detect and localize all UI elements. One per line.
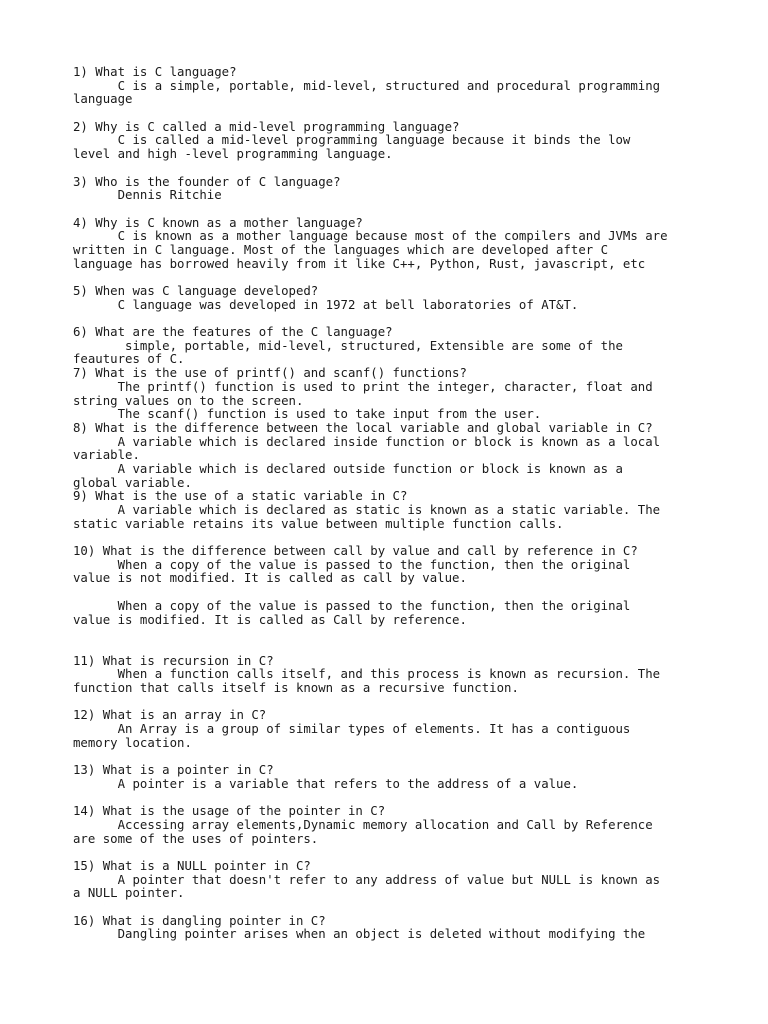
question-heading: 7) What is the use of printf() and scanf() functions? [73, 366, 467, 381]
answer-text: language [73, 92, 133, 107]
answer-text: variable. [73, 448, 140, 463]
answer-text: function that calls itself is known as a recursive function. [73, 680, 519, 695]
answer-text: An Array is a group of similar types of elements. It has a contiguous [73, 722, 631, 736]
answer-text: When a function calls itself, and this process is known as recursion. The [73, 667, 661, 682]
answer-text: Accessing array elements,Dynamic memory allocation and Call by Reference [73, 817, 653, 832]
question-heading: 16) What is dangling pointer in C? [73, 913, 326, 928]
answer-text: C is called a mid-level programming language because it binds the low [73, 133, 631, 148]
answer-text: The printf() function is used to print the integer, character, float and [73, 379, 653, 394]
answer-text: When a copy of the value is passed to the function, then the original [73, 557, 631, 572]
blank-line [73, 107, 733, 121]
question-heading: 2) Why is C called a mid-level programming language? [73, 119, 460, 134]
answer-text: A variable which is declared outside function or block is known as a [73, 461, 623, 476]
answer-text: written in C language. Most of the languages which are developed after C [73, 242, 609, 257]
blank-line [73, 901, 733, 915]
question-heading: 11) What is recursion in C? [73, 653, 274, 668]
blank-line [73, 203, 733, 217]
answer-text: language has borrowed heavily from it like C++, Python, Rust, javascript, etc [73, 256, 646, 271]
blank-line [73, 750, 733, 764]
blank-line [73, 531, 733, 545]
question-heading: 1) What is C language? [73, 65, 237, 79]
question-heading: 8) What is the difference between the local variable and global variable in C? [73, 420, 653, 435]
blank-line [73, 791, 733, 805]
answer-text: string values on to the screen. [73, 393, 304, 408]
answer-text: A variable which is declared as static is known as a static variable. The [73, 503, 661, 517]
question-heading: 13) What is a pointer in C? [73, 763, 274, 778]
document-page [73, 66, 733, 942]
question-heading: 6) What are the features of the C language? [73, 325, 393, 340]
answer-text: A pointer is a variable that refers to the address of a value. [73, 776, 579, 791]
answer-text: a NULL pointer. [73, 886, 185, 901]
blank-line [73, 162, 733, 176]
question-heading: 14) What is the usage of the pointer in C? [73, 804, 386, 819]
question-heading: 12) What is an array in C? [73, 708, 267, 723]
answer-text: value is modified. It is called as Call by reference. [73, 612, 467, 627]
answer-text: simple, portable, mid-level, structured, Extensible are some of the [73, 338, 623, 353]
question-heading: 9) What is the use of a static variable in C? [73, 489, 408, 504]
answer-text: Dangling pointer arises when an object is deleted without modifying the [73, 927, 646, 942]
blank-line [73, 312, 733, 326]
answer-text: value is not modified. It is called as call by value. [73, 571, 467, 586]
blank-line [73, 586, 733, 600]
blank-line [73, 846, 733, 860]
blank-line [73, 696, 733, 710]
question-heading: 4) Why is C known as a mother language? [73, 215, 363, 230]
answer-text: global variable. [73, 475, 192, 490]
answer-text: The scanf() function is used to take input from the user. [73, 407, 542, 422]
answer-text: static variable retains its value between multiple function calls. [73, 516, 564, 531]
answer-text: A pointer that doesn't refer to any address of value but NULL is known as [73, 872, 661, 887]
blank-line [73, 271, 733, 285]
answer-text: A variable which is declared inside function or block is known as a local [73, 434, 661, 449]
question-heading: 3) Who is the founder of C language? [73, 174, 341, 189]
question-heading: 10) What is the difference between call by value and call by reference in C? [73, 544, 638, 559]
answer-text: C language was developed in 1972 at bell laboratories of AT&T. [73, 297, 579, 312]
answer-text: C is a simple, portable, mid-level, structured and procedural programming [73, 78, 661, 93]
answer-text: Dennis Ritchie [73, 188, 222, 203]
answer-text: level and high -level programming language. [73, 147, 393, 162]
blank-line [73, 627, 733, 641]
blank-line [73, 641, 733, 655]
answer-text: When a copy of the value is passed to the function, then the original [73, 598, 631, 613]
answer-text: memory location. [73, 735, 192, 750]
answer-text: are some of the uses of pointers. [73, 831, 319, 846]
question-heading: 5) When was C language developed? [73, 284, 319, 298]
answer-text: C is known as a mother language because most of the compilers and JVMs are [73, 229, 668, 244]
answer-text: feautures of C. [73, 352, 185, 367]
question-heading: 15) What is a NULL pointer in C? [73, 858, 311, 873]
